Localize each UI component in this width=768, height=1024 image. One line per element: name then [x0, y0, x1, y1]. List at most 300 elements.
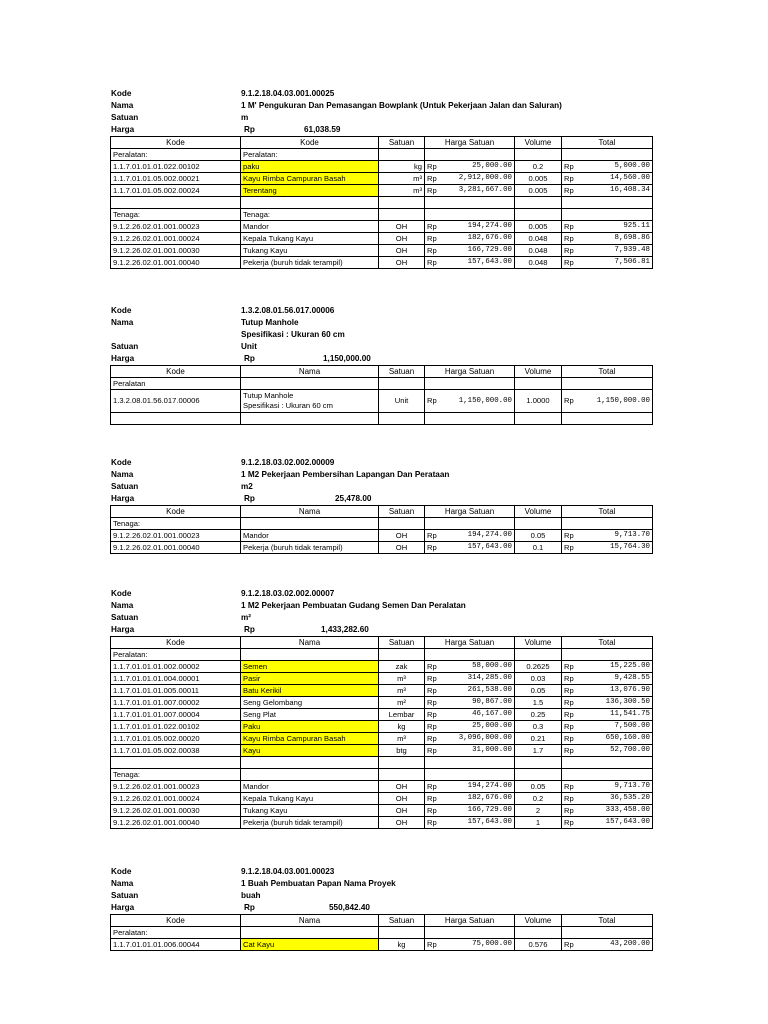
harga-label: Harga: [111, 354, 135, 363]
column-header: Kode: [111, 915, 241, 927]
rp-cell: Rp: [562, 661, 572, 673]
rp-cell: Rp: [562, 233, 572, 245]
volume-cell: 0.005: [515, 173, 562, 185]
analysis-table: [110, 365, 653, 425]
section-label: Peralatan:: [111, 927, 241, 939]
total-cell: 43,200.00: [572, 939, 653, 951]
nama-cell: Pekerja (buruh tidak terampil): [241, 542, 379, 554]
rp-cell: Rp: [562, 390, 572, 413]
blank-row: [111, 413, 653, 425]
kode-value: 9.1.2.18.04.03.001.00025: [241, 89, 335, 98]
harga-currency: Rp: [244, 625, 255, 634]
harga-cell: 3,096,000.00: [438, 733, 515, 745]
column-header: Nama: [241, 915, 379, 927]
table-row: [111, 733, 653, 745]
nama-cell: Tukang Kayu: [241, 805, 379, 817]
rp-cell: Rp: [425, 661, 438, 673]
volume-cell: 0.21: [515, 733, 562, 745]
kode-cell: 1.1.7.01.01.01.007.00004: [111, 709, 241, 721]
volume-cell: 0.048: [515, 233, 562, 245]
satuan-cell: Unit: [379, 390, 425, 413]
satuan-cell: OH: [379, 221, 425, 233]
kode-cell: 1.1.7.01.01.01.004.00001: [111, 673, 241, 685]
table-row: [111, 173, 653, 185]
harga-cell: 182,676.00: [438, 793, 515, 805]
total-cell: 11,541.75: [572, 709, 653, 721]
harga-cell: 58,000.00: [438, 661, 515, 673]
table-row: [111, 781, 653, 793]
satuan-cell: OH: [379, 817, 425, 829]
harga-cell: 46,167.00: [438, 709, 515, 721]
nama-row: [110, 878, 652, 890]
section-label: Tenaga:: [241, 209, 379, 221]
nama-cell: Paku: [241, 721, 379, 733]
harga-label: Harga: [111, 125, 135, 134]
kode-label: Kode: [111, 589, 132, 598]
harga-row: [110, 624, 652, 636]
column-header: Kode: [111, 366, 241, 378]
satuan-value: Unit: [241, 342, 257, 351]
table-row: [111, 817, 653, 829]
rp-cell: Rp: [425, 685, 438, 697]
rp-cell: Rp: [425, 173, 438, 185]
volume-cell: 1: [515, 817, 562, 829]
table-row: [111, 673, 653, 685]
harga-cell: 3,281,667.00: [438, 185, 515, 197]
rp-cell: Rp: [425, 939, 438, 951]
total-cell: 13,076.90: [572, 685, 653, 697]
rp-cell: Rp: [425, 697, 438, 709]
analysis-block-2: [110, 305, 652, 425]
kode-cell: 1.1.7.01.01.01.022.00102: [111, 161, 241, 173]
rp-cell: Rp: [562, 530, 572, 542]
total-cell: 650,160.00: [572, 733, 653, 745]
section-row: [111, 769, 653, 781]
rp-cell: Rp: [562, 793, 572, 805]
kode-cell: 1.1.7.01.01.05.002.00038: [111, 745, 241, 757]
nama-value: 1 M2 Pekerjaan Pembuatan Gudang Semen Dan Peralatan: [241, 601, 466, 610]
nama-cell: Tukang Kayu: [241, 245, 379, 257]
rp-cell: Rp: [425, 530, 438, 542]
blank-row: [111, 757, 653, 769]
volume-cell: 0.2625: [515, 661, 562, 673]
kode-row: [110, 457, 652, 469]
satuan-row: [110, 112, 652, 124]
table-header-row: [111, 637, 653, 649]
kode-label: Kode: [111, 89, 132, 98]
total-cell: 8,698.86: [572, 233, 653, 245]
table-row: [111, 685, 653, 697]
rp-cell: Rp: [425, 233, 438, 245]
nama-cell: Kepala Tukang Kayu: [241, 793, 379, 805]
satuan-cell: m³: [379, 173, 425, 185]
kode-cell: 9.1.2.26.02.01.001.00040: [111, 542, 241, 554]
kode-label: Kode: [111, 458, 132, 467]
nama-cell: paku: [241, 161, 379, 173]
satuan-row: [110, 890, 652, 902]
nama-value: 1 M' Pengukuran Dan Pemasangan Bowplank (Untuk Pekerjaan Jalan dan Saluran): [241, 101, 562, 110]
total-cell: 52,700.00: [572, 745, 653, 757]
volume-cell: 1.5: [515, 697, 562, 709]
kode-row: [110, 305, 652, 317]
harga-cell: 157,643.00: [438, 257, 515, 269]
column-header: Satuan: [379, 637, 425, 649]
harga-cell: 194,274.00: [438, 221, 515, 233]
rp-cell: Rp: [562, 939, 572, 951]
total-cell: 9,428.55: [572, 673, 653, 685]
nama-value: 1 M2 Pekerjaan Pembersihan Lapangan Dan Perataan: [241, 470, 450, 479]
satuan-cell: OH: [379, 805, 425, 817]
nama-cell: Kayu Rimba Campuran Basah: [241, 173, 379, 185]
kode-cell: 9.1.2.26.02.01.001.00030: [111, 805, 241, 817]
section-row: [111, 518, 653, 530]
section-row: [111, 649, 653, 661]
harga-currency: Rp: [244, 903, 255, 912]
satuan-cell: m³: [379, 685, 425, 697]
rp-cell: Rp: [562, 697, 572, 709]
harga-cell: 194,274.00: [438, 781, 515, 793]
table-row: [111, 939, 653, 951]
volume-cell: 0.048: [515, 245, 562, 257]
satuan-label: Satuan: [111, 482, 139, 491]
satuan-label: Satuan: [111, 891, 139, 900]
rp-cell: Rp: [562, 221, 572, 233]
harga-value: 25,478.00: [335, 494, 372, 503]
kode-cell: 1.1.7.01.01.01.005.00011: [111, 685, 241, 697]
rp-cell: Rp: [425, 185, 438, 197]
column-header: Satuan: [379, 506, 425, 518]
rp-cell: Rp: [425, 793, 438, 805]
kode-cell: 9.1.2.26.02.01.001.00024: [111, 233, 241, 245]
table-row: [111, 245, 653, 257]
column-header: Total: [562, 137, 653, 149]
harga-cell: 314,285.00: [438, 673, 515, 685]
rp-cell: Rp: [562, 161, 572, 173]
nama-cell: Kepala Tukang Kayu: [241, 233, 379, 245]
table-header-row: [111, 915, 653, 927]
table-row: [111, 161, 653, 173]
table-row: [111, 542, 653, 554]
section-row: [111, 378, 653, 390]
rp-cell: Rp: [425, 709, 438, 721]
kode-cell: 1.1.7.01.01.01.007.00002: [111, 697, 241, 709]
nama-cell: Kayu Rimba Campuran Basah: [241, 733, 379, 745]
volume-cell: 0.05: [515, 685, 562, 697]
table-row: [111, 805, 653, 817]
rp-cell: Rp: [425, 161, 438, 173]
column-header: Harga Satuan: [425, 915, 515, 927]
kode-cell: 1.1.7.01.01.01.002.00002: [111, 661, 241, 673]
harga-cell: 31,000.00: [438, 745, 515, 757]
satuan-cell: zak: [379, 661, 425, 673]
nama-cell: Pekerja (buruh tidak terampil): [241, 257, 379, 269]
rp-cell: Rp: [562, 781, 572, 793]
total-cell: 15,764.30: [572, 542, 653, 554]
kode-cell: 9.1.2.26.02.01.001.00023: [111, 221, 241, 233]
satuan-label: Satuan: [111, 113, 139, 122]
nama-cell: Kayu: [241, 745, 379, 757]
column-header: Satuan: [379, 366, 425, 378]
satuan-label: Satuan: [111, 613, 139, 622]
analysis-block-3: [110, 457, 652, 554]
satuan-row: [110, 481, 652, 493]
table-row: [111, 530, 653, 542]
kode-cell: 1.1.7.01.01.05.002.00024: [111, 185, 241, 197]
satuan-value: buah: [241, 891, 261, 900]
analysis-block-4: [110, 588, 652, 829]
nama-cell: Batu Kerikil: [241, 685, 379, 697]
total-cell: 7,939.48: [572, 245, 653, 257]
table-row: [111, 257, 653, 269]
satuan-row: [110, 341, 652, 353]
kode-cell: 9.1.2.26.02.01.001.00040: [111, 257, 241, 269]
volume-cell: 0.03: [515, 673, 562, 685]
total-cell: 14,560.00: [572, 173, 653, 185]
volume-cell: 0.2: [515, 793, 562, 805]
column-header: Harga Satuan: [425, 366, 515, 378]
nama-row-2: [110, 329, 652, 341]
kode-row: [110, 588, 652, 600]
rp-cell: Rp: [562, 805, 572, 817]
table-row: [111, 697, 653, 709]
rp-cell: Rp: [562, 185, 572, 197]
kode-cell: 9.1.2.26.02.01.001.00030: [111, 245, 241, 257]
kode-value: 1.3.2.08.01.56.017.00006: [241, 306, 335, 315]
nama-line-2: Spesifikasi : Ukuran 60 cm: [243, 401, 333, 410]
nama-row: [110, 600, 652, 612]
harga-cell: 166,729.00: [438, 245, 515, 257]
satuan-value: m2: [241, 482, 253, 491]
rp-cell: Rp: [425, 673, 438, 685]
kode-cell: 1.1.7.01.01.05.002.00021: [111, 173, 241, 185]
harga-cell: 75,000.00: [438, 939, 515, 951]
rp-cell: Rp: [562, 733, 572, 745]
rp-cell: Rp: [425, 733, 438, 745]
satuan-cell: m³: [379, 733, 425, 745]
table-row: [111, 721, 653, 733]
total-cell: 5,000.00: [572, 161, 653, 173]
nama-cell: Semen: [241, 661, 379, 673]
rp-cell: Rp: [425, 781, 438, 793]
total-cell: 333,458.00: [572, 805, 653, 817]
harga-cell: 182,676.00: [438, 233, 515, 245]
nama-cell: Seng Gelombang: [241, 697, 379, 709]
harga-row: [110, 493, 652, 505]
harga-cell: 2,912,000.00: [438, 173, 515, 185]
volume-cell: 2: [515, 805, 562, 817]
volume-cell: 1.0000: [515, 390, 562, 413]
satuan-row: [110, 612, 652, 624]
nama-value-2: Spesifikasi : Ukuran 60 cm: [241, 330, 345, 339]
analysis-block-5: [110, 866, 652, 951]
nama-label: Nama: [111, 101, 134, 110]
harga-label: Harga: [111, 494, 135, 503]
nama-cell: Terentang: [241, 185, 379, 197]
harga-cell: 194,274.00: [438, 530, 515, 542]
harga-cell: 166,729.00: [438, 805, 515, 817]
rp-cell: Rp: [562, 721, 572, 733]
section-label: Tenaga:: [111, 518, 241, 530]
satuan-cell: OH: [379, 245, 425, 257]
kode-value: 9.1.2.18.03.02.002.00009: [241, 458, 335, 467]
kode-value: 9.1.2.18.04.03.001.00023: [241, 867, 335, 876]
rp-cell: Rp: [562, 257, 572, 269]
total-cell: 15,225.00: [572, 661, 653, 673]
column-header: Nama: [241, 637, 379, 649]
satuan-value: m: [241, 113, 249, 122]
table-row: [111, 661, 653, 673]
rp-cell: Rp: [425, 721, 438, 733]
satuan-cell: OH: [379, 233, 425, 245]
volume-cell: 0.048: [515, 257, 562, 269]
table-row: [111, 709, 653, 721]
table-header-row: [111, 506, 653, 518]
table-header-row: [111, 137, 653, 149]
harga-value: 1,433,282.60: [321, 625, 369, 634]
harga-value: 1,150,000.00: [323, 354, 371, 363]
rp-cell: Rp: [562, 673, 572, 685]
column-header: Total: [562, 366, 653, 378]
table-row: [111, 745, 653, 757]
section-label: Peralatan:: [241, 149, 379, 161]
kode-cell: 1.1.7.01.01.05.002.00020: [111, 733, 241, 745]
nama-cell: Cat Kayu: [241, 939, 379, 951]
harga-row: [110, 353, 652, 365]
table-row: [111, 793, 653, 805]
harga-currency: Rp: [244, 125, 255, 134]
table-row: [111, 390, 653, 413]
column-header: Harga Satuan: [425, 506, 515, 518]
rp-cell: Rp: [425, 805, 438, 817]
nama-cell: Mandor: [241, 781, 379, 793]
kode-cell: 9.1.2.26.02.01.001.00023: [111, 530, 241, 542]
nama-cell: Seng Plat: [241, 709, 379, 721]
volume-cell: 0.3: [515, 721, 562, 733]
total-cell: 16,408.34: [572, 185, 653, 197]
column-header: Harga Satuan: [425, 637, 515, 649]
satuan-cell: m³: [379, 673, 425, 685]
nama-label: Nama: [111, 879, 134, 888]
volume-cell: 0.05: [515, 781, 562, 793]
table-row: [111, 185, 653, 197]
analysis-table: [110, 914, 653, 951]
table-row: [111, 233, 653, 245]
satuan-cell: kg: [379, 939, 425, 951]
total-cell: 7,506.81: [572, 257, 653, 269]
kode-cell: 1.1.7.01.01.01.022.00102: [111, 721, 241, 733]
harga-currency: Rp: [244, 494, 255, 503]
nama-cell: [241, 390, 379, 413]
section-label: Tenaga:: [111, 209, 241, 221]
column-header: Volume: [515, 137, 562, 149]
section-row: [111, 209, 653, 221]
volume-cell: 0.2: [515, 161, 562, 173]
column-header: Satuan: [379, 137, 425, 149]
column-header: Volume: [515, 637, 562, 649]
satuan-cell: m³: [379, 185, 425, 197]
rp-cell: Rp: [562, 173, 572, 185]
total-cell: 925.11: [572, 221, 653, 233]
column-header: Total: [562, 506, 653, 518]
rp-cell: Rp: [425, 245, 438, 257]
volume-cell: 0.005: [515, 185, 562, 197]
rp-cell: Rp: [562, 745, 572, 757]
analysis-table: [110, 505, 653, 554]
volume-cell: 0.25: [515, 709, 562, 721]
volume-cell: 0.576: [515, 939, 562, 951]
column-header: Harga Satuan: [425, 137, 515, 149]
column-header: Kode: [111, 137, 241, 149]
rp-cell: Rp: [425, 221, 438, 233]
nama-row: [110, 100, 652, 112]
satuan-cell: OH: [379, 793, 425, 805]
rp-cell: Rp: [425, 257, 438, 269]
harga-cell: 157,643.00: [438, 542, 515, 554]
kode-cell: 1.1.7.01.01.01.006.00044: [111, 939, 241, 951]
column-header: Total: [562, 637, 653, 649]
total-cell: 1,150,000.00: [572, 390, 653, 413]
nama-line-1: Tutup Manhole: [243, 391, 294, 400]
kode-cell: 1.3.2.08.01.56.017.00006: [111, 390, 241, 413]
harga-currency: Rp: [244, 354, 255, 363]
total-cell: 157,643.00: [572, 817, 653, 829]
blank-row: [111, 197, 653, 209]
rp-cell: Rp: [425, 542, 438, 554]
section-row: [111, 927, 653, 939]
nama-label: Nama: [111, 318, 134, 327]
volume-cell: 0.005: [515, 221, 562, 233]
harga-cell: 261,538.00: [438, 685, 515, 697]
total-cell: 36,535.20: [572, 793, 653, 805]
rp-cell: Rp: [562, 245, 572, 257]
section-label: Tenaga:: [111, 769, 241, 781]
column-header: Volume: [515, 915, 562, 927]
nama-row: [110, 469, 652, 481]
column-header: Volume: [515, 366, 562, 378]
harga-row: [110, 902, 652, 914]
table-header-row: [111, 366, 653, 378]
kode-cell: 9.1.2.26.02.01.001.00024: [111, 793, 241, 805]
satuan-cell: btg: [379, 745, 425, 757]
satuan-value: m²: [241, 613, 252, 622]
total-cell: 136,300.50: [572, 697, 653, 709]
rp-cell: Rp: [562, 685, 572, 697]
harga-value: 550,842.40: [329, 903, 370, 912]
column-header: Nama: [241, 366, 379, 378]
rp-cell: Rp: [425, 390, 438, 413]
analysis-table: [110, 636, 653, 829]
satuan-cell: m²: [379, 697, 425, 709]
column-header: Nama: [241, 506, 379, 518]
harga-cell: 157,643.00: [438, 817, 515, 829]
analysis-table: [110, 136, 653, 269]
satuan-label: Satuan: [111, 342, 139, 351]
volume-cell: 1.7: [515, 745, 562, 757]
kode-label: Kode: [111, 867, 132, 876]
nama-value: 1 Buah Pembuatan Papan Nama Proyek: [241, 879, 396, 888]
satuan-cell: OH: [379, 542, 425, 554]
total-cell: 9,713.70: [572, 530, 653, 542]
rp-cell: Rp: [425, 817, 438, 829]
harga-label: Harga: [111, 625, 135, 634]
satuan-cell: kg: [379, 161, 425, 173]
harga-row: [110, 124, 652, 136]
nama-cell: Pasir: [241, 673, 379, 685]
column-header: Kode: [111, 506, 241, 518]
nama-cell: Pekerja (buruh tidak terampil): [241, 817, 379, 829]
nama-row: [110, 317, 652, 329]
column-header: Volume: [515, 506, 562, 518]
